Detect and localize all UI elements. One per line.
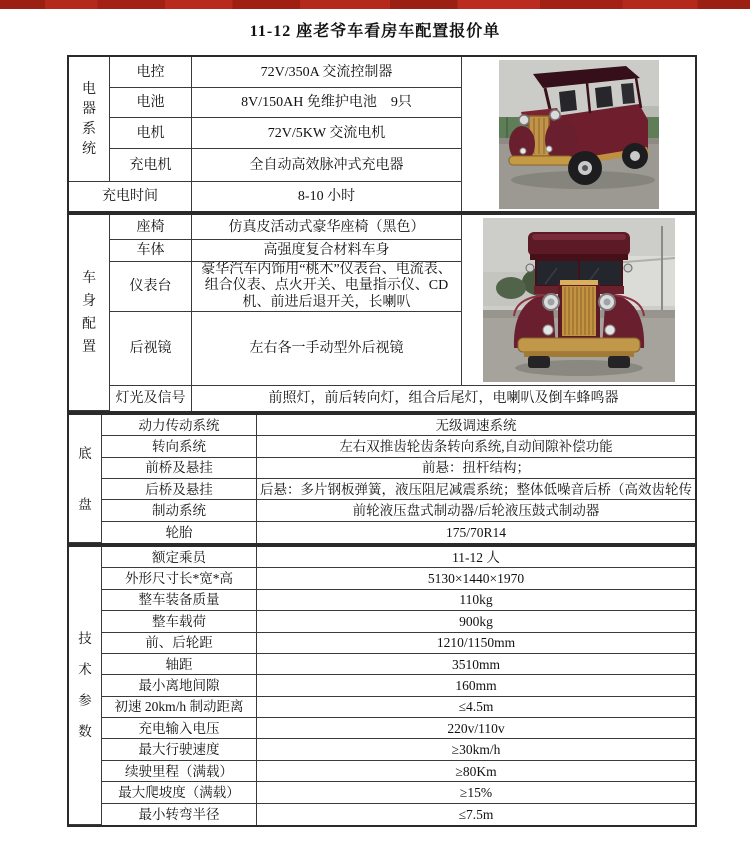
row-value-rear-axle: 后悬：多片钢板弹簧，液压阻尼减震系统；整体低噪音后桥（高效齿轮传 <box>257 479 695 500</box>
spec-label-clearance: 最小离地间隙 <box>102 675 257 696</box>
row-label-brakes: 制动系统 <box>102 500 257 521</box>
spec-value-range: ≥80Km <box>257 761 695 782</box>
spec-value-track: 1210/1150mm <box>257 633 695 654</box>
row-label-lights: 灯光及信号 <box>110 386 192 411</box>
spec-value-wheelbase: 3510mm <box>257 654 695 675</box>
row-value-battery: 8V/150AH 免维护电池 9只 <box>192 88 462 118</box>
row-label-controller: 电控 <box>110 57 192 88</box>
row-value-motor: 72V/5KW 交流电机 <box>192 118 462 149</box>
spec-value-curb-weight: 110kg <box>257 590 695 611</box>
top-red-bar <box>0 0 750 9</box>
row-label-dashboard: 仪表台 <box>110 262 192 312</box>
row-label-mirror: 后视镜 <box>110 312 192 386</box>
row-value-drivetrain: 无级调速系统 <box>257 415 695 436</box>
spec-label-passengers: 额定乘员 <box>102 547 257 568</box>
section-label-electrical: 电 器 系 统 <box>69 57 110 182</box>
vehicle-photo-front-view <box>483 218 675 382</box>
row-label-drivetrain: 动力传动系统 <box>102 415 257 436</box>
row-value-bodyshell: 高强度复合材料车身 <box>192 240 462 262</box>
spec-value-gradeability: ≥15% <box>257 782 695 803</box>
row-value-charge-time: 8-10 小时 <box>192 182 462 211</box>
spec-label-braking-distance: 初速 20km/h 制动距离 <box>102 697 257 718</box>
spec-label-range: 续驶里程（满载） <box>102 761 257 782</box>
tech-specs-table <box>67 545 697 827</box>
row-label-charger: 充电机 <box>110 149 192 182</box>
row-value-controller: 72V/350A 交流控制器 <box>192 57 462 88</box>
row-value-brakes: 前轮液压盘式制动器/后轮液压鼓式制动器 <box>257 500 695 521</box>
spec-label-turning-radius: 最小转弯半径 <box>102 804 257 825</box>
row-label-bodyshell: 车体 <box>110 240 192 262</box>
spec-value-max-speed: ≥30km/h <box>257 739 695 760</box>
spec-value-braking-distance: ≤4.5m <box>257 697 695 718</box>
spec-value-load: 900kg <box>257 611 695 632</box>
row-value-tires: 175/70R14 <box>445 524 506 540</box>
row-label-charge-time: 充电时间 <box>69 182 192 211</box>
row-label-battery: 电池 <box>110 88 192 118</box>
page-title: 11-12 座老爷车看房车配置报价单 <box>249 23 501 40</box>
row-value-dashboard: 豪华汽车内饰用“桃木”仪表台、电流表、组合仪表、点火开关、电量指示仪、CD 机、前进后退开关，长喇叭 <box>192 262 462 312</box>
spec-label-input-voltage: 充电输入电压 <box>102 718 257 739</box>
row-value-seats: 仿真皮活动式豪华座椅（黑色） <box>192 215 462 240</box>
vehicle-photo-side-view <box>499 60 659 209</box>
vehicle-photo-front-view-cell <box>462 215 695 386</box>
row-label-seats: 座椅 <box>110 215 192 240</box>
spec-label-wheelbase: 轴距 <box>102 654 257 675</box>
row-value-mirror: 左右各一手动型外后视镜 <box>192 312 462 386</box>
row-label-front-axle: 前桥及悬挂 <box>102 458 257 479</box>
spec-value-clearance: 160mm <box>257 675 695 696</box>
row-value-steering: 左右双推齿轮齿条转向系统,自动间隙补偿功能 <box>257 436 695 457</box>
electrical-system-table <box>67 55 697 213</box>
row-label-steering: 转向系统 <box>102 436 257 457</box>
spec-label-track: 前、后轮距 <box>102 633 257 654</box>
body-config-table <box>67 213 697 413</box>
spec-value-dimensions: 5130×1440×1970 <box>257 568 695 589</box>
section-label-specs: 技 术 参 数 <box>69 547 102 825</box>
row-label-tires: 轮胎 <box>102 522 257 543</box>
row-value-lights: 前照灯，前后转向灯，组合后尾灯，电喇叭及倒车蜂鸣器 <box>268 391 619 406</box>
row-value-charger: 全自动高效脉冲式充电器 <box>192 149 462 182</box>
spec-label-dimensions: 外形尺寸长*宽*高 <box>102 568 257 589</box>
section-label-body: 车 身 配 置 <box>69 215 110 411</box>
spec-label-load: 整车载荷 <box>102 611 257 632</box>
row-label-motor: 电机 <box>110 118 192 149</box>
spec-value-input-voltage: 220v/110v <box>257 718 695 739</box>
spec-label-max-speed: 最大行驶速度 <box>102 739 257 760</box>
section-label-chassis: 底 盘 <box>69 415 102 543</box>
vehicle-photo-side-view-cell <box>462 57 695 211</box>
spec-value-passengers: 11-12 人 <box>257 547 695 568</box>
chassis-table <box>67 413 697 545</box>
row-label-rear-axle: 后桥及悬挂 <box>102 479 257 500</box>
spec-label-gradeability: 最大爬坡度（满载） <box>102 782 257 803</box>
spec-label-curb-weight: 整车装备质量 <box>102 590 257 611</box>
spec-value-turning-radius: ≤7.5m <box>458 806 494 822</box>
row-value-front-axle: 前悬：扭杆结构； <box>257 458 695 479</box>
